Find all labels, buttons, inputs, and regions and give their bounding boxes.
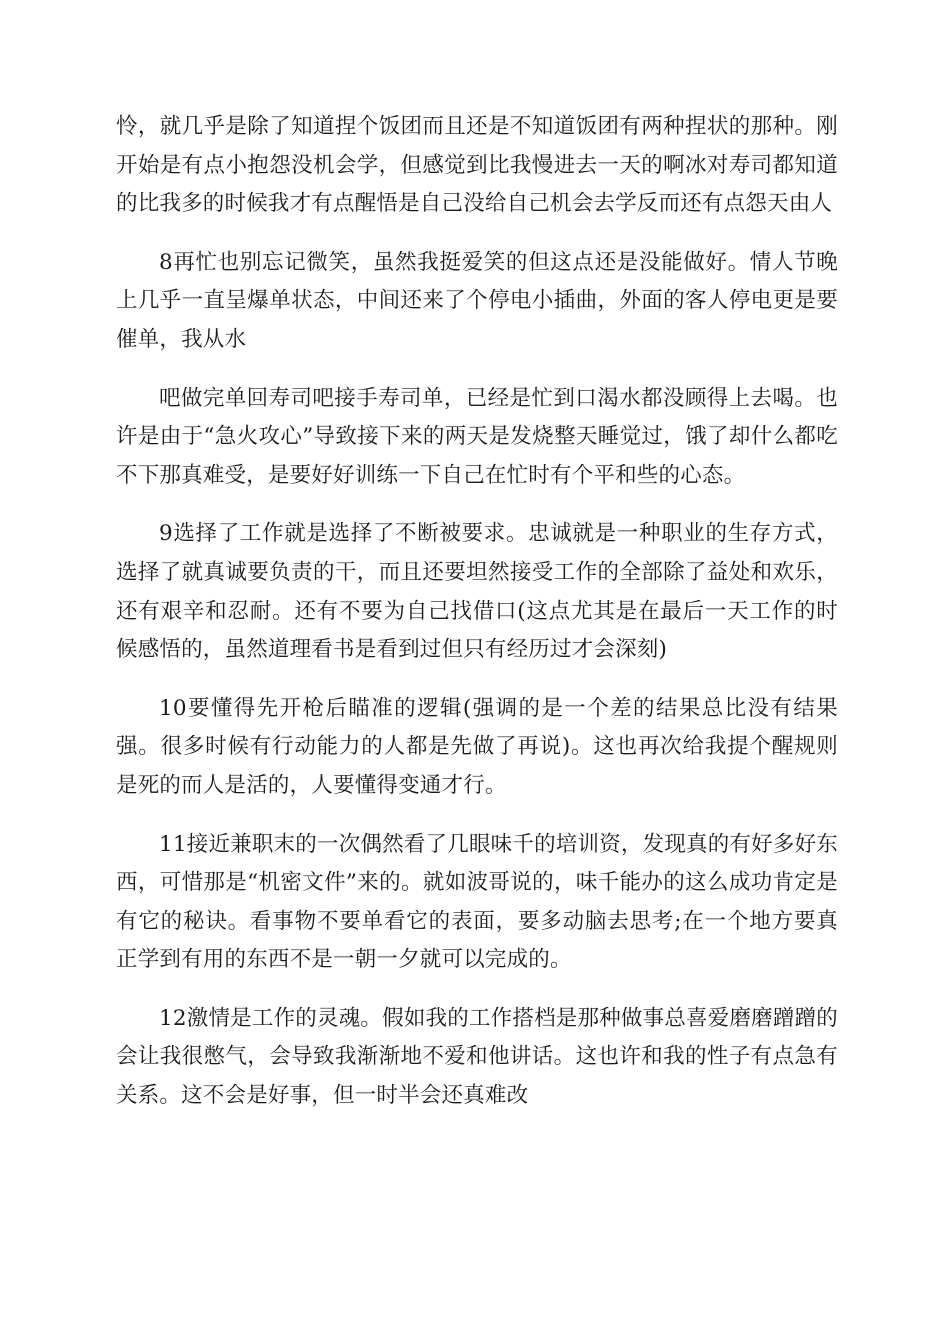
document-body xyxy=(116,108,838,1136)
paragraph-4: 9选择了工作就是选择了不断被要求。忠诚就是一种职业的生存方式，选择了就真诚要负责的干，而且还要坦然接受工作的全部除了益处和欢乐，还有艰辛和忍耐。还有不要为自己找借口(这点尤其是在最后一天工作的时候感悟的，虽然道理看书是看到过但只有经历过才会深刻) xyxy=(116,521,838,663)
paragraph-3: 吧做完单回寿司吧接手寿司单，已经是忙到口渴水都没顾得上去喝。也许是由于“急火攻心”导致接下来的两天是发烧整天睡觉过，饿了却什么都吃不下那真难受，是要好好训练一下自己在忙时有个平和些的心态。 xyxy=(116,385,838,488)
paragraph-1: 怜，就几乎是除了知道捏个饭团而且还是不知道饭团有两种捏状的那种。刚开始是有点小抱怨没机会学，但感觉到比我慢进去一天的啊冰对寿司都知道的比我多的时候我才有点醒悟是自己没给自己机会去学反而还有点怨天由人 xyxy=(116,114,838,217)
paragraph-7: 12激情是工作的灵魂。假如我的工作搭档是那种做事总喜爱磨磨蹭蹭的会让我很憋气，会导致我渐渐地不爱和他讲话。这也许和我的性子有点急有关系。这不会是好事，但一时半会还真难改 xyxy=(116,1005,838,1109)
paragraph-6: 11接近兼职末的一次偶然看了几眼味千的培训资，发现真的有好多好东西，可惜那是“机密文件”来的。就如波哥说的，味千能办的这么成功肯定是有它的秘诀。看事物不要单看它的表面，要多动脑去思考;在一个地方要真正学到有用的东西不是一朝一夕就可以完成的。 xyxy=(116,831,838,973)
paragraph-5: 10要懂得先开枪后瞄准的逻辑(强调的是一个差的结果总比没有结果强。很多时候有行动能力的人都是先做了再说)。这也再次给我提个醒规则是死的而人是活的，人要懂得变通才行。 xyxy=(116,695,838,798)
paragraph-2: 8再忙也别忘记微笑，虽然我挺爱笑的但这点还是没能做好。情人节晚上几乎一直呈爆单状态，中间还来了个停电小插曲，外面的客人停电更是要催单，我从水 xyxy=(116,249,838,352)
